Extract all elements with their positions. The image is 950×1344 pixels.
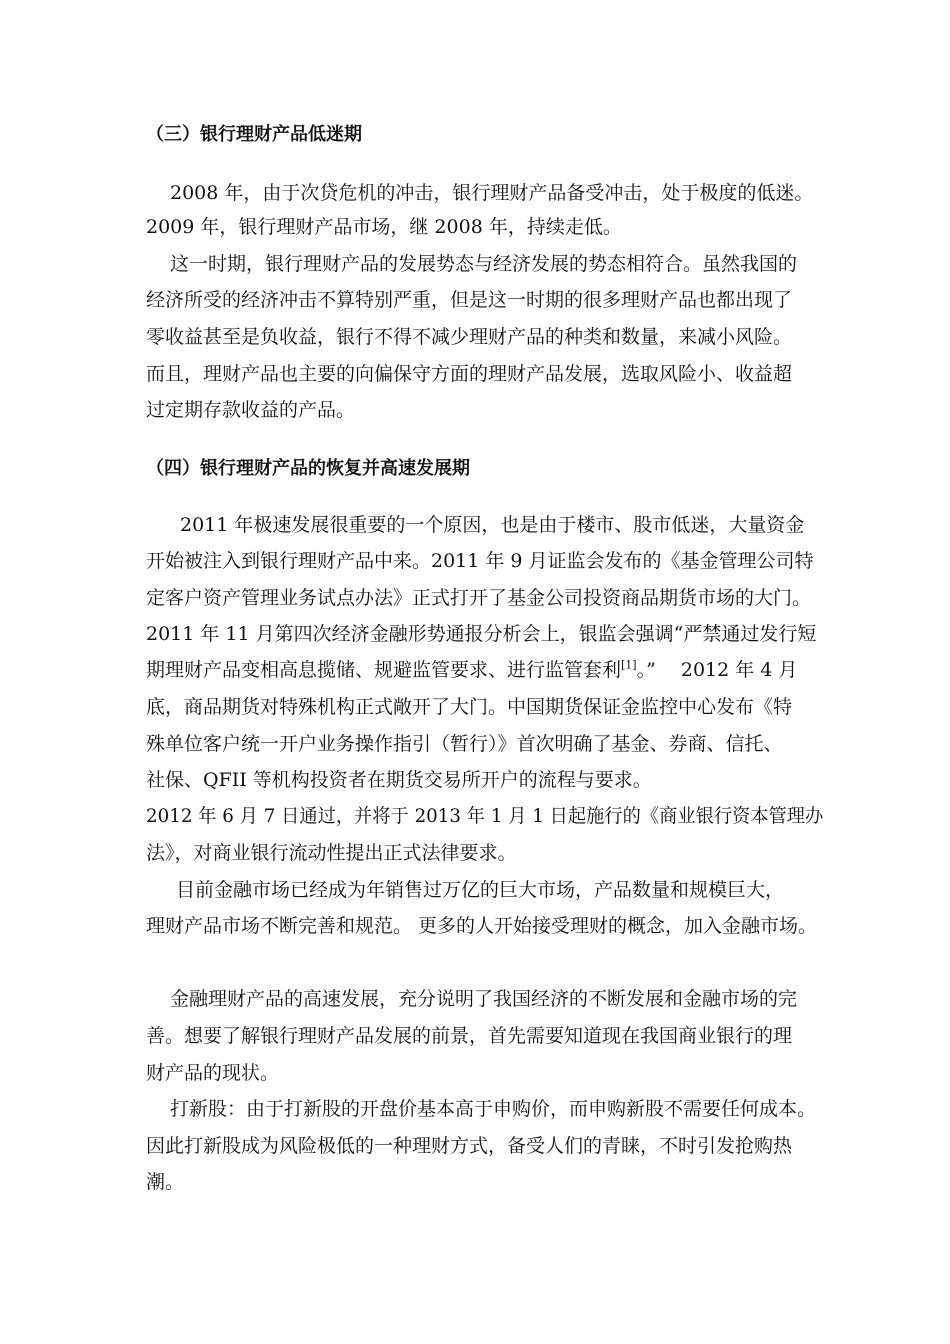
body-line: 2012 年 6 月 7 日通过，并将于 2013 年 1 月 1 日起施行的《商业银行资本管理办 [146, 805, 824, 827]
body-line: 这一时期，银行理财产品的发展势态与经济发展的势态相符合。虽然我国的 [170, 253, 798, 275]
body-line: 定客户资产管理业务试点办法》正式打开了基金公司投资商品期货市场的大门。 [146, 587, 812, 609]
body-line: 底，商品期货对特殊机构正式敞开了大门。中国期货保证金监控中心发布《特 [146, 696, 793, 718]
body-line: 2011 年极速发展很重要的一个原因，也是由于楼市、股市低迷，大量资金 [180, 514, 805, 536]
body-line: 经济所受的经济冲击不算特别严重，但是这一时期的很多理财产品也都出现了 [146, 289, 793, 311]
body-text: 期理财产品变相高息揽储、规避监管要求、进行监管套利 [146, 659, 622, 681]
body-line: 零收益甚至是负收益，银行不得不减少理财产品的种类和数量，来减小风险。 [146, 326, 793, 348]
section-4-heading: （四）银行理财产品的恢复并高速发展期 [146, 458, 470, 479]
body-line: 财产品的现状。 [146, 1062, 280, 1084]
body-line: 善。想要了解银行理财产品发展的前景，首先需要知道现在我国商业银行的理 [146, 1025, 793, 1047]
body-line: 2009 年，银行理财产品市场，继 2008 年，持续走低。 [146, 216, 622, 238]
body-line: 开始被注入到银行理财产品中来。2011 年 9 月证监会发布的《基金管理公司特 [146, 550, 814, 572]
body-line: 打新股：由于打新股的开盘价基本高于申购价，而申购新股不需要任何成本。 [170, 1098, 817, 1120]
body-text: 。” 2012 年 4 月 [636, 659, 798, 681]
body-line: 而且，理财产品也主要的向偏保守方面的理财产品发展，选取风险小、收益超 [146, 363, 793, 385]
body-line-with-citation [146, 659, 797, 681]
body-line: 过定期存款收益的产品。 [146, 399, 356, 421]
body-line: 潮。 [146, 1171, 185, 1193]
body-line: 社保、QFII 等机构投资者在期货交易所开户的流程与要求。 [146, 769, 652, 791]
body-line: 2008 年，由于次贷危机的冲击，银行理财产品备受冲击，处于极度的低迷。 [170, 182, 814, 204]
section-3-heading: （三）银行理财产品低迷期 [146, 124, 362, 145]
body-line: 法》，对商业银行流动性提出正式法律要求。 [146, 842, 517, 864]
body-line: 理财产品市场不断完善和规范。 更多的人开始接受理财的概念，加入金融市场。 [146, 915, 818, 937]
citation-ref[interactable]: [1] [621, 658, 637, 672]
body-line: 目前金融市场已经成为年销售过万亿的巨大市场，产品数量和规模巨大， [176, 879, 785, 901]
body-line: 殊单位客户统一开户业务操作指引（暂行）》首次明确了基金、券商、信托、 [146, 733, 783, 755]
body-line: 2011 年 11 月第四次经济金融形势通报分析会上，银监会强调“严禁通过发行短 [146, 623, 817, 645]
body-line: 因此打新股成为风险极低的一种理财方式，备受人们的青睐，不时引发抢购热 [146, 1135, 793, 1157]
body-line: 金融理财产品的高速发展，充分说明了我国经济的不断发展和金融市场的完 [170, 988, 798, 1010]
